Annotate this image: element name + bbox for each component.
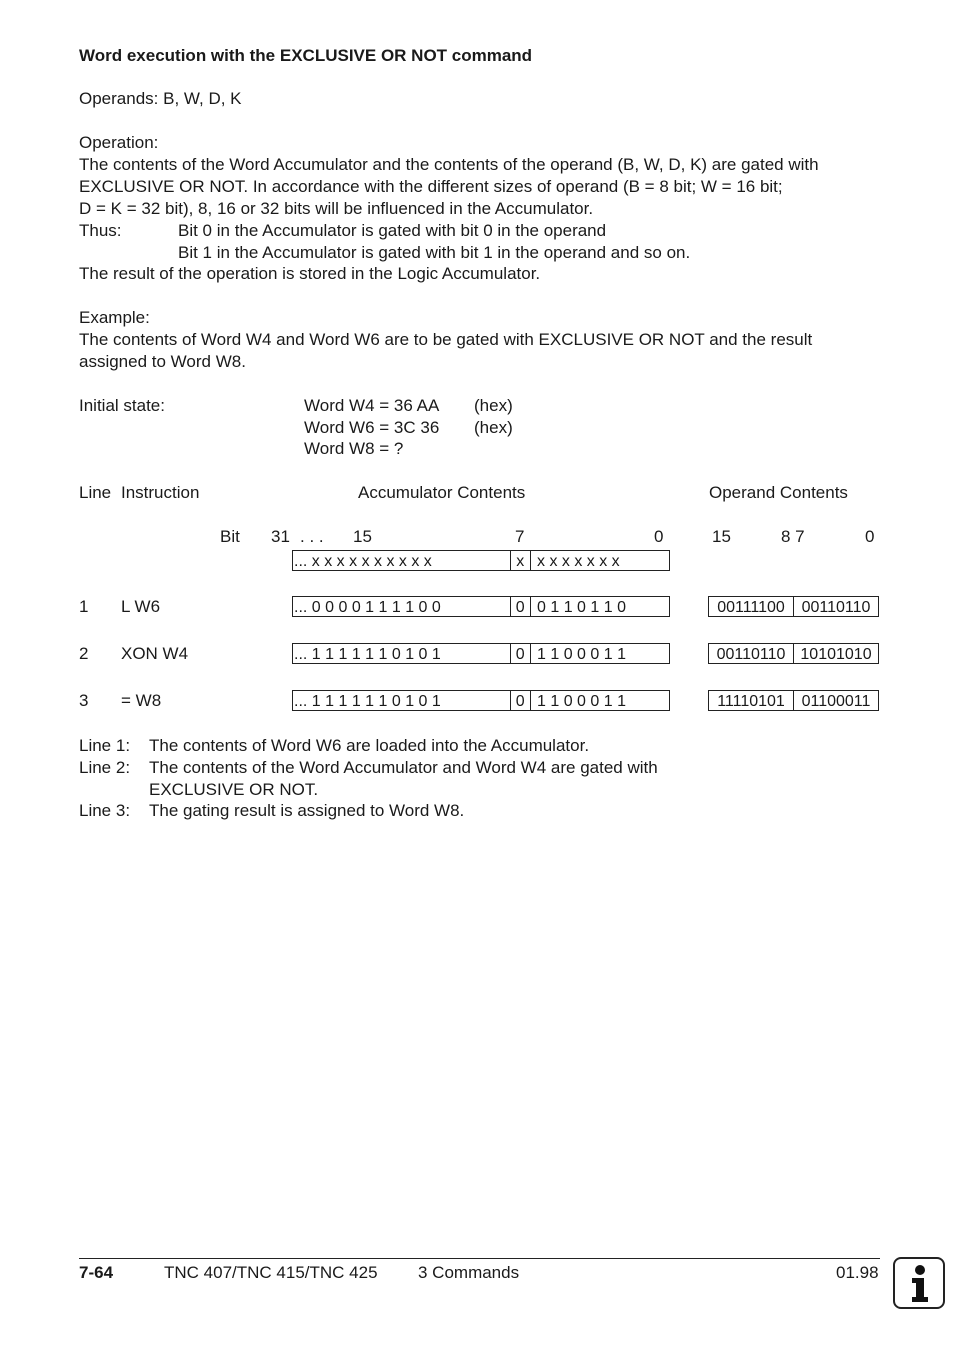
acc-value-low: 1 1 0 0 0 1 1 — [530, 643, 670, 664]
footer-model: TNC 407/TNC 415/TNC 425 — [164, 1263, 378, 1282]
acc-bit-7: 7 — [515, 527, 525, 546]
operation-text: The contents of the Word Accumulator and the contents of the operand (B, W, D, K) are gated with — [79, 155, 819, 174]
acc-bit-15: 15 — [353, 527, 372, 546]
acc-bit-31: 31 — [271, 527, 290, 546]
acc-pattern-high: ... x x x x x x x x x x — [292, 550, 511, 571]
row-instruction: XON W4 — [121, 644, 189, 663]
example-text: assigned to Word W8. — [79, 352, 246, 371]
thus-label: Thus: — [79, 221, 122, 240]
thus-text: Bit 1 in the Accumulator is gated with bit 1 in the operand and so on. — [178, 243, 691, 262]
row-line-number: 3 — [79, 691, 89, 710]
operands-line: Operands: B, W, D, K — [79, 89, 242, 108]
op-value-low: 01100011 — [793, 690, 879, 711]
col-accumulator-header: Accumulator Contents — [358, 483, 526, 502]
acc-value-low: 0 1 1 0 1 1 0 — [530, 596, 670, 617]
info-icon — [893, 1257, 945, 1309]
acc-pattern-bit8: x — [510, 550, 531, 571]
thus-text: Bit 0 in the Accumulator is gated with bit 0 in the operand — [178, 221, 607, 240]
acc-value-bit8: 0 — [510, 643, 531, 664]
row-instruction: L W6 — [121, 597, 161, 616]
note-label: Line 3: — [79, 801, 131, 820]
acc-value-bit8: 0 — [510, 690, 531, 711]
acc-value-bit8: 0 — [510, 596, 531, 617]
note-text: The contents of Word W6 are loaded into the Accumulator. — [149, 736, 590, 755]
operation-result: The result of the operation is stored in the Logic Accumulator. — [79, 264, 541, 283]
op-value-high: 11110101 — [708, 690, 794, 711]
note-text: The gating result is assigned to Word W8. — [149, 801, 465, 820]
note-label: Line 2: — [79, 758, 131, 777]
row-instruction: = W8 — [121, 691, 162, 710]
note-text: The contents of the Word Accumulator and Word W4 are gated with — [149, 758, 658, 777]
page-number: 7-64 — [79, 1263, 114, 1282]
initial-unit: (hex) — [474, 418, 513, 437]
initial-word: Word W4 = 36 AA — [304, 396, 440, 415]
op-value-high: 00111100 — [708, 596, 794, 617]
page-title: Word execution with the EXCLUSIVE OR NOT command — [79, 46, 533, 65]
acc-value-high: ... 1 1 1 1 1 1 0 1 0 1 — [292, 643, 511, 664]
acc-pattern-low: x x x x x x x — [530, 550, 670, 571]
row-line-number: 1 — [79, 597, 89, 616]
operation-text: EXCLUSIVE OR NOT. In accordance with the different sizes of operand (B = 8 bit; W = 16 bit; — [79, 177, 783, 196]
example-text: The contents of Word W4 and Word W6 are to be gated with EXCLUSIVE OR NOT and the result — [79, 330, 813, 349]
note-text-continued: EXCLUSIVE OR NOT. — [149, 780, 319, 799]
bit-label: Bit — [220, 527, 240, 546]
footer-date: 01.98 — [836, 1263, 879, 1282]
row-line-number: 2 — [79, 644, 89, 663]
example-heading: Example: — [79, 308, 150, 327]
operation-heading: Operation: — [79, 133, 159, 152]
op-value-low: 00110110 — [793, 596, 879, 617]
col-line-header: Line — [79, 483, 112, 502]
operation-text: D = K = 32 bit), 8, 16 or 32 bits will be influenced in the Accumulator. — [79, 199, 594, 218]
op-value-low: 10101010 — [793, 643, 879, 664]
note-label: Line 1: — [79, 736, 131, 755]
acc-bit-dots: . . . — [300, 527, 324, 546]
acc-value-low: 1 1 0 0 0 1 1 — [530, 690, 670, 711]
op-value-high: 00110110 — [708, 643, 794, 664]
footer-chapter: 3 Commands — [418, 1263, 520, 1282]
op-bit-8-7: 8 7 — [781, 527, 805, 546]
initial-state-label: Initial state: — [79, 396, 165, 415]
initial-word: Word W6 = 3C 36 — [304, 418, 440, 437]
col-instruction-header: Instruction — [121, 483, 200, 502]
col-operand-header: Operand Contents — [709, 483, 848, 502]
op-bit-0: 0 — [865, 527, 875, 546]
acc-value-high: ... 1 1 1 1 1 1 0 1 0 1 — [292, 690, 511, 711]
initial-unit: (hex) — [474, 396, 513, 415]
op-bit-15: 15 — [712, 527, 731, 546]
footer-rule — [79, 1258, 880, 1259]
acc-bit-0: 0 — [654, 527, 664, 546]
initial-word: Word W8 = ? — [304, 439, 404, 458]
acc-value-high: ... 0 0 0 0 1 1 1 1 0 0 — [292, 596, 511, 617]
